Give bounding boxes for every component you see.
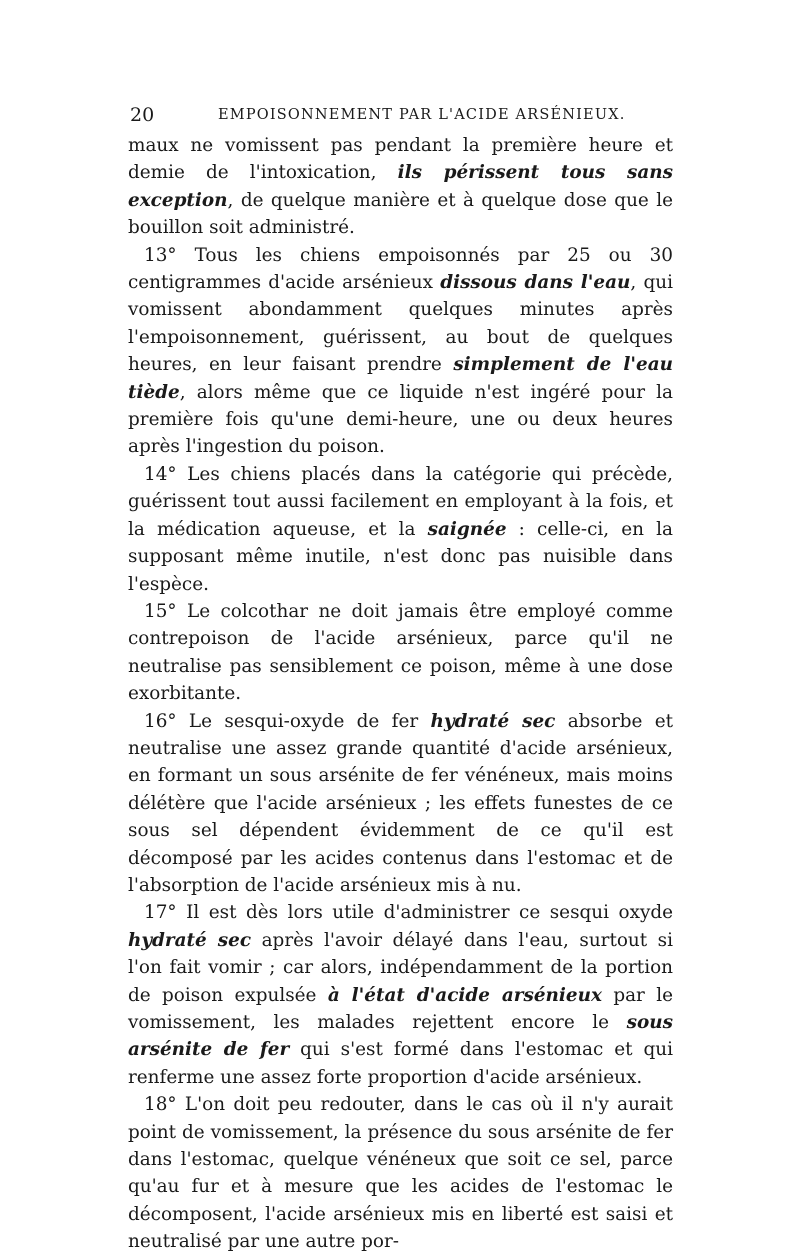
text-segment: , alors même que ce liquide n'est ingéré pour la première fois qu'une demi-heure, une ou deux heures après l'ingestion du poison. xyxy=(128,381,673,458)
book-page xyxy=(128,100,673,1256)
text-segment: , qui vomissent abondamment quelques minutes après l'empoisonnement, guérissent, au bout de quelques heures, en leur faisant prendre xyxy=(128,272,673,376)
text-segment: qui s'est formé dans l'estomac et qui renferme une assez forte proportion d'acide arsénieux. xyxy=(128,1039,673,1088)
paragraph-14 xyxy=(128,461,673,598)
italic-segment: ils périssent tous sans exception xyxy=(128,162,674,211)
text-segment: par le vomissement, les malades rejettent encore le xyxy=(128,984,673,1033)
text-segment: 14° Les chiens placés dans la catégorie qui précède, guérissent tout aussi facilement en employant à la fois, et la médication aqueuse, et la xyxy=(128,463,673,540)
text-segment: 17° Il est dès lors utile d'administrer ce sesqui oxyde xyxy=(144,902,673,924)
text-segment: absorbe et neutralise une assez grande quantité d'acide arsénieux, en formant un sous arsénite de fer vénéneux, mais moins délétère que l'acide arsénieux ; les effets funestes de ce sous sel dépendent évidemment de ce qu'il est décomposé par les acides contenus dans l'estomac et de l'absorption de l'acide arsénieux mis à nu. xyxy=(128,710,673,896)
paragraph-18 xyxy=(128,1091,673,1255)
text-segment: 18° L'on doit peu redouter, dans le cas où il n'y aurait point de vomissement, la présence du sous arsénite de fer dans l'estomac, quelque vénéneux que soit ce sel, parce qu'au fur et à mesure que les acides de l'estomac le décomposent, l'acide arsénieux mis en liberté est saisi et neutralisé par une autre por- xyxy=(128,1094,673,1253)
text-segment: 15° Le colcothar ne doit jamais être employé comme contrepoison de l'acide arsénieux, parce qu'il ne neutralise pas sensiblement ce poison, même à une dose exorbitante. xyxy=(128,600,673,705)
text-segment: maux ne vomissent pas pendant la première heure et demie de l'intoxication, xyxy=(128,135,673,184)
paragraph-13 xyxy=(128,242,673,461)
italic-segment: simplement de l'eau tiède xyxy=(128,354,674,403)
paragraph-15 xyxy=(128,598,673,708)
paragraph-12-continuation xyxy=(128,132,673,242)
text-segment: , de quelque manière et à quelque dose que le bouillon soit administré. xyxy=(128,189,673,239)
paragraph-16 xyxy=(128,708,673,900)
text-segment: : celle-ci, en la supposant même inutile, n'est donc pas nuisible dans l'espèce. xyxy=(128,518,673,595)
italic-segment: hydraté sec xyxy=(430,710,556,732)
text-segment: après l'avoir délayé dans l'eau, surtout si l'on fait vomir ; car alors, indépendamment de la portion de poison expulsée xyxy=(128,929,674,1006)
running-head xyxy=(128,100,673,130)
paragraph-17 xyxy=(128,899,673,1091)
italic-segment: dissous dans l'eau xyxy=(440,272,631,294)
italic-segment: à l'état d'acide arsénieux xyxy=(327,984,602,1006)
running-title: EMPOISONNEMENT PAR L'ACIDE ARSÉNIEUX. xyxy=(218,107,626,123)
page-number: 20 xyxy=(130,104,155,126)
italic-segment: hydraté sec xyxy=(128,929,252,951)
text-segment: 13° Tous les chiens empoisonnés par 25 ou 30 centigrammes d'acide arsénieux xyxy=(128,244,673,294)
text-segment: 16° Le sesqui-oxyde de fer xyxy=(144,710,431,732)
italic-segment: saignée xyxy=(427,518,507,540)
italic-segment: sous arsénite de fer xyxy=(128,1012,673,1061)
